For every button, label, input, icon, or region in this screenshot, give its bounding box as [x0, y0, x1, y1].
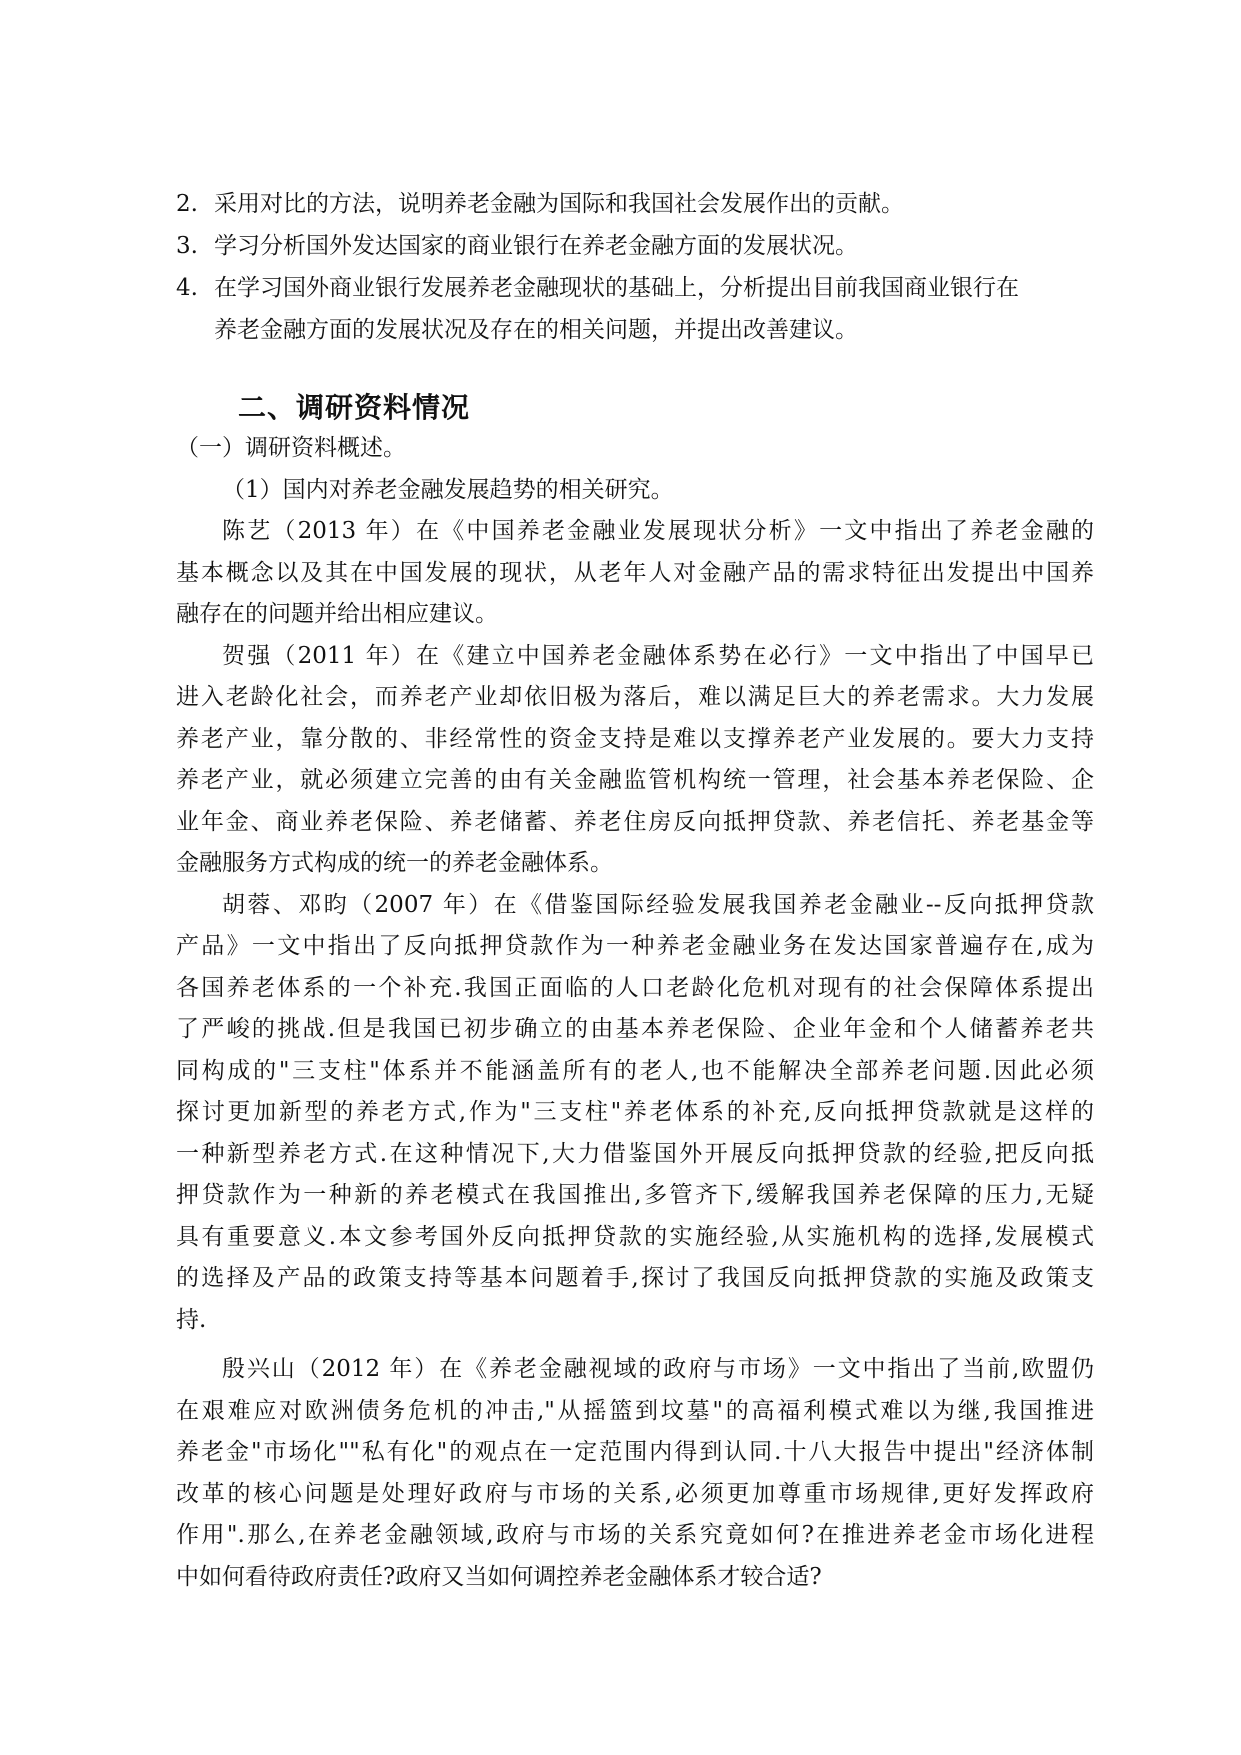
list-text-continuation: 养老金融方面的发展状况及存在的相关问题，并提出改善建议。 — [214, 317, 858, 343]
document-body — [176, 428, 1094, 1598]
paragraph-line: 具有重要意义.本文参考国外反向抵押贷款的实施经验,从实施机构的选择,发展模式 — [176, 1223, 1094, 1250]
list-text: 学习分析国外发达国家的商业银行在养老金融方面的发展状况。 — [214, 233, 858, 259]
list-item — [176, 225, 1086, 267]
paragraph-line: 持. — [176, 1306, 207, 1333]
paragraph-line: 胡蓉、邓昀（2007 年）在《借鉴国际经验发展我国养老金融业--反向抵押贷款 — [222, 891, 1094, 918]
list-text: 采用对比的方法，说明养老金融为国际和我国社会发展作出的贡献。 — [214, 191, 904, 217]
list-number: 3. — [176, 233, 198, 259]
paragraph-chen-yi — [176, 511, 1094, 636]
paragraph-line: 改革的核心问题是处理好政府与市场的关系,必须更加尊重市场规律,更好发挥政府 — [176, 1480, 1094, 1507]
paragraph-hu-rong — [176, 885, 1094, 1342]
paragraph-line: 在艰难应对欧洲债务危机的冲击,"从摇篮到坟墓"的高福利模式难以为继,我国推进 — [176, 1397, 1094, 1424]
paragraph-line: 作用".那么,在养老金融领域,政府与市场的关系究竟如何?在推进养老金市场化进程 — [176, 1522, 1094, 1548]
list-item — [176, 267, 1086, 351]
objectives-list — [176, 183, 1086, 351]
subsection-heading: （一）调研资料概述。 — [176, 435, 406, 461]
paragraph-line: 同构成的"三支柱"体系并不能涵盖所有的老人,也不能解决全部养老问题.因此必须 — [176, 1057, 1094, 1084]
paragraph-line: 基本概念以及其在中国发展的现状，从老年人对金融产品的需求特征出发提出中国养 — [176, 559, 1094, 586]
paragraph-he-qiang — [176, 636, 1094, 885]
paragraph-line: 养老产业，靠分散的、非经常性的资金支持是难以支撑养老产业发展的。要大力支持 — [176, 725, 1094, 752]
paragraph-line: 贺强（2011 年）在《建立中国养老金融体系势在必行》一文中指出了中国早已 — [222, 642, 1094, 669]
paragraph-line: 业年金、商业养老保险、养老储蓄、养老住房反向抵押贷款、养老信托、养老基金等 — [176, 808, 1094, 835]
sub-item-heading: （1）国内对养老金融发展趋势的相关研究。 — [222, 476, 674, 503]
paragraph-line: 各国养老体系的一个补充.我国正面临的人口老龄化危机对现有的社会保障体系提出 — [176, 974, 1094, 1001]
paragraph-line: 中如何看待政府责任?政府又当如何调控养老金融体系才较合适? — [176, 1563, 822, 1590]
paragraph-line: 养老产业，就必须建立完善的由有关金融监管机构统一管理，社会基本养老保险、企 — [176, 767, 1094, 793]
paragraph-line: 金融服务方式构成的统一的养老金融体系。 — [176, 850, 613, 876]
paragraph-line: 产品》一文中指出了反向抵押贷款作为一种养老金融业务在发达国家普遍存在,成为 — [176, 933, 1094, 959]
paragraph-yin-xingshan — [176, 1349, 1094, 1598]
paragraph-line: 进入老龄化社会，而养老产业却依旧极为落后，难以满足巨大的养老需求。大力发展 — [176, 684, 1094, 710]
section-heading: 二、调研资料情况 — [238, 391, 471, 424]
list-number: 4. — [176, 275, 198, 301]
paragraph-spacer — [176, 1341, 1094, 1349]
paragraph-line: 的选择及产品的政策支持等基本问题着手,探讨了我国反向抵押贷款的实施及政策支 — [176, 1265, 1094, 1291]
paragraph-line: 了严峻的挑战.但是我国已初步确立的由基本养老保险、企业年金和个人储蓄养老共 — [176, 1016, 1094, 1042]
list-text: 在学习国外商业银行发展养老金融现状的基础上，分析提出目前我国商业银行在 — [214, 275, 1019, 301]
paragraph-line: 一种新型养老方式.在这种情况下,大力借鉴国外开展反向抵押贷款的经验,把反向抵 — [176, 1140, 1094, 1167]
list-item — [176, 183, 1086, 225]
paragraph-line: 殷兴山（2012 年）在《养老金融视域的政府与市场》一文中指出了当前,欧盟仍 — [222, 1356, 1094, 1382]
paragraph-line: 探讨更加新型的养老方式,作为"三支柱"养老体系的补充,反向抵押贷款就是这样的 — [176, 1099, 1094, 1125]
paragraph-line: 押贷款作为一种新的养老模式在我国推出,多管齐下,缓解我国养老保障的压力,无疑 — [176, 1182, 1094, 1208]
list-number: 2. — [176, 191, 198, 217]
paragraph-line: 陈艺（2013 年）在《中国养老金融业发展现状分析》一文中指出了养老金融的 — [222, 518, 1094, 544]
paragraph-line: 养老金"市场化""私有化"的观点在一定范围内得到认同.十八大报告中提出"经济体制 — [176, 1439, 1094, 1465]
paragraph-line: 融存在的问题并给出相应建议。 — [176, 601, 498, 627]
